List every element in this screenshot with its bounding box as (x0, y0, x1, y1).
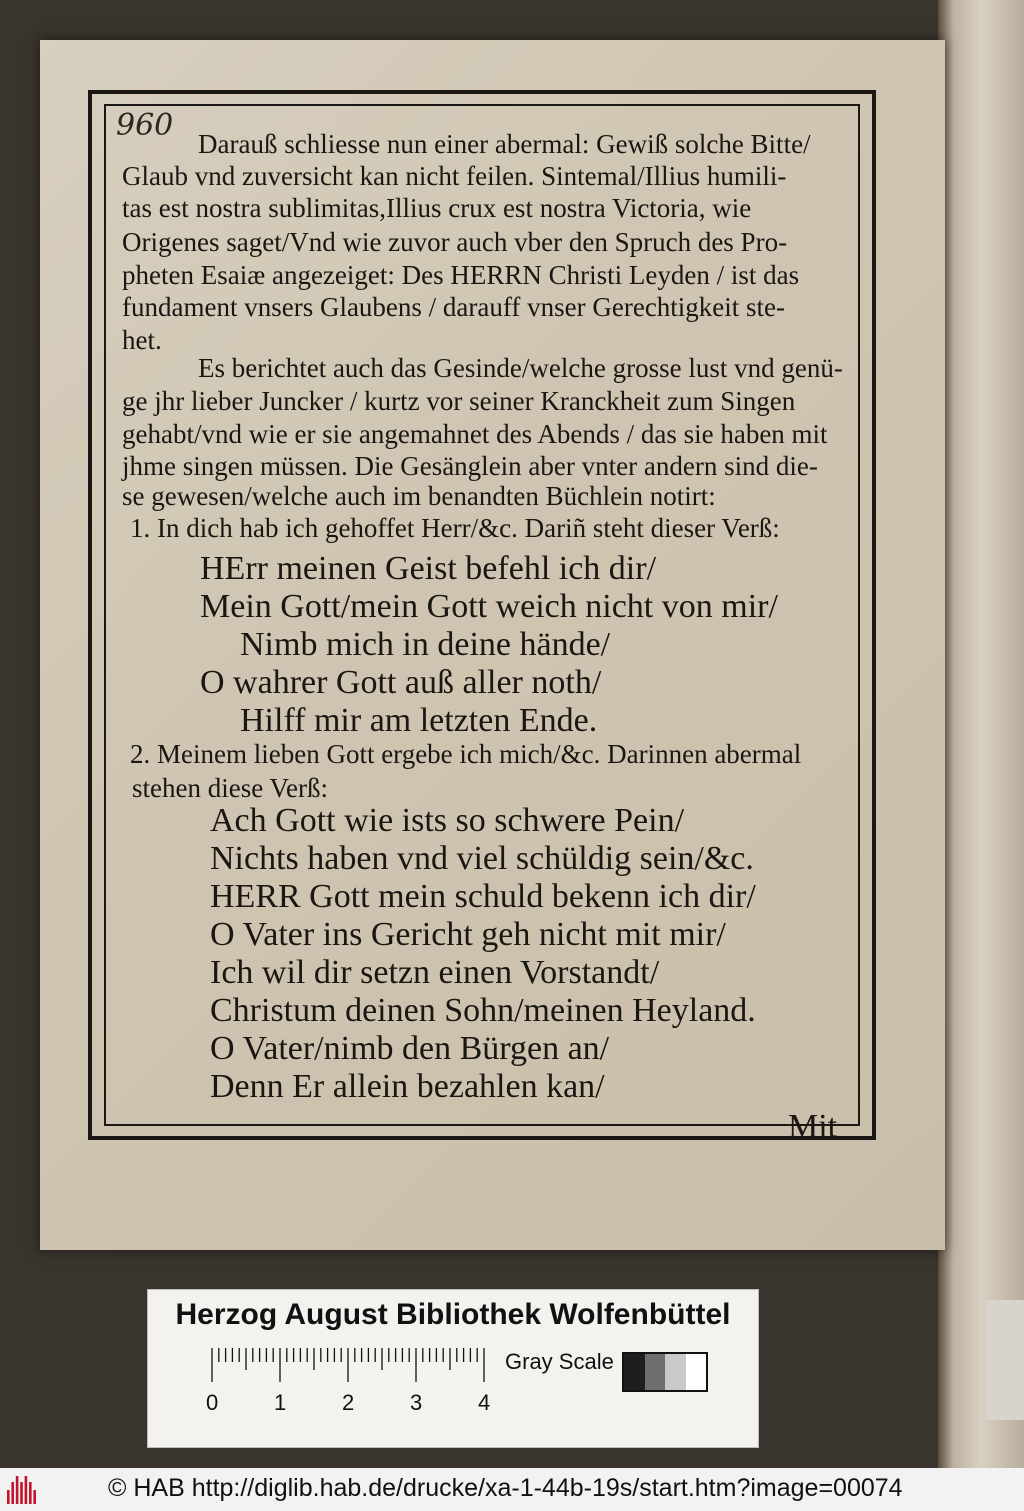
gray-scale-label: Gray Scale (505, 1349, 614, 1374)
text-line: fundament vnsers Glaubens / darauff vnser Gerechtigkeit ste- (122, 292, 786, 322)
verse-line: Hilff mir am letzten Ende. (240, 702, 598, 739)
gray-scale-swatches (622, 1352, 708, 1392)
logo-bar (11, 1482, 14, 1504)
logo-bar (7, 1490, 10, 1504)
verse-line: Denn Er allein bezahlen kan/ (210, 1068, 605, 1105)
catchword: Mit (788, 1108, 838, 1145)
footer-bar (0, 1468, 1024, 1511)
logo-bar (33, 1490, 36, 1504)
ruler-number: 0 (206, 1390, 219, 1415)
folio-number: 960 (116, 108, 174, 143)
hab-logo-icon (6, 1476, 38, 1504)
text-line: pheten Esaiæ angezeiget: Des HERRN Christi Leyden / ist das (122, 260, 800, 290)
verse-line: Nichts haben vnd viel schüldig sein/&c. (210, 840, 754, 877)
text-line: het. (122, 325, 162, 355)
logo-bar (20, 1482, 23, 1504)
text-line: 1. In dich hab ich gehoffet Herr/&c. Dariñ steht dieser Verß: (130, 513, 780, 543)
text-line: 2. Meinem lieben Gott ergebe ich mich/&c. Darinnen abermal (130, 739, 802, 769)
verse-line: Nimb mich in deine hände/ (240, 626, 611, 663)
gray-swatch (665, 1354, 686, 1390)
ruler-number: 1 (274, 1390, 287, 1415)
ruler-number: 4 (478, 1390, 491, 1415)
text-line: Glaub vnd zuversicht kan nicht feilen. Sintemal/Illius humili- (122, 161, 787, 191)
text-line: gehabt/vnd wie er sie angemahnet des Abends / das sie haben mit (122, 419, 828, 449)
ruler-scale (210, 1348, 490, 1382)
verse-line: Ich wil dir setzn einen Vorstandt/ (210, 954, 660, 991)
verse-line: O Vater ins Gericht geh nicht mit mir/ (210, 916, 726, 953)
verse-line: Ach Gott wie ists so schwere Pein/ (210, 802, 685, 839)
adjacent-page-edge (938, 0, 1024, 1468)
logo-bar (16, 1476, 19, 1504)
gray-swatch (624, 1354, 645, 1390)
text-line: tas est nostra sublimitas,Illius crux est nostra Victoria, wie (122, 193, 752, 223)
text-line: Darauß schliesse nun einer abermal: Gewiß solche Bitte/ (198, 129, 811, 159)
logo-bar (25, 1476, 28, 1504)
verse-line: HErr meinen Geist befehl ich dir/ (200, 550, 657, 587)
verse-line: Mein Gott/mein Gott weich nicht von mir/ (200, 588, 778, 625)
ruler-number: 3 (410, 1390, 423, 1415)
gray-swatch (686, 1354, 707, 1390)
adjacent-label-fragment (985, 1300, 1024, 1420)
verse-line: O wahrer Gott auß aller noth/ (200, 664, 602, 701)
text-line: Es berichtet auch das Gesinde/welche grosse lust vnd genü- (198, 353, 843, 383)
text-line: jhme singen müssen. Die Gesänglein aber vnter andern sind die- (122, 451, 818, 481)
text-line: stehen diese Verß: (132, 773, 328, 803)
ruler-number: 2 (342, 1390, 355, 1415)
copyright-url[interactable]: © HAB http://diglib.hab.de/drucke/xa-1-44b-19s/start.htm?image=00074 (108, 1474, 903, 1502)
text-line: se gewesen/welche auch im benandten Büchlein notirt: (122, 481, 716, 511)
verse-line: Christum deinen Sohn/meinen Heyland. (210, 992, 756, 1029)
gray-swatch (645, 1354, 666, 1390)
ruler-ticks (212, 1348, 484, 1382)
text-line: Origenes saget/Vnd wie zuvor auch vber den Spruch des Pro- (122, 227, 788, 257)
text-line: ge jhr lieber Juncker / kurtz vor seiner Kranckheit zum Singen (122, 386, 796, 416)
logo-bar (29, 1482, 32, 1504)
verse-line: HERR Gott mein schuld bekenn ich dir/ (210, 878, 756, 915)
library-name: Herzog August Bibliothek Wolfenbüttel (175, 1298, 731, 1331)
verse-line: O Vater/nimb den Bürgen an/ (210, 1030, 610, 1067)
